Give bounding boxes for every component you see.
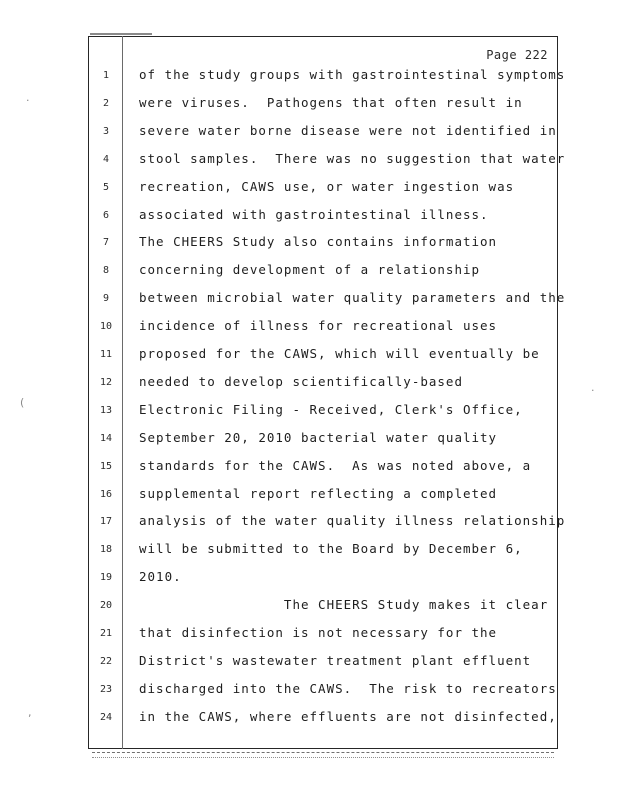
line-number: 11 <box>99 349 113 360</box>
scan-speck: ( <box>20 396 25 409</box>
transcript-line: incidence of illness for recreational uses <box>139 318 498 333</box>
transcript-line: will be submitted to the Board by December 6, <box>139 541 523 556</box>
transcript-line: Electronic Filing - Received, Clerk's Office, <box>139 402 523 417</box>
line-number: 5 <box>102 182 110 193</box>
transcript-line: were viruses. Pathogens that often result in <box>139 95 523 110</box>
transcript-line: needed to develop scientifically-based <box>139 374 463 389</box>
transcript-page-frame <box>88 36 558 749</box>
line-number: 17 <box>99 516 113 527</box>
transcript-line: discharged into the CAWS. The risk to recreators <box>139 681 557 696</box>
line-number: 13 <box>99 405 113 416</box>
line-number: 20 <box>99 600 113 611</box>
line-number: 4 <box>102 154 110 165</box>
transcript-line: associated with gastrointestinal illness. <box>139 207 489 222</box>
line-number: 3 <box>102 126 110 137</box>
page-number-header: Page 222 <box>486 48 548 62</box>
transcript-line: severe water borne disease were not identified in <box>139 123 557 138</box>
line-number: 2 <box>102 98 110 109</box>
line-number: 8 <box>102 265 110 276</box>
bottom-scan-noise <box>92 752 554 758</box>
scan-speck: , <box>28 706 32 719</box>
scan-speck: · <box>591 384 595 397</box>
transcript-line: 2010. <box>139 569 182 584</box>
line-number: 19 <box>99 572 113 583</box>
line-number: 10 <box>99 321 113 332</box>
scan-artifact <box>90 33 152 35</box>
scan-speck: · <box>26 94 30 107</box>
transcript-line: The CHEERS Study also contains information <box>139 234 498 249</box>
line-number: 24 <box>99 712 113 723</box>
line-number: 15 <box>99 461 113 472</box>
transcript-line: District's wastewater treatment plant effluent <box>139 653 532 668</box>
line-number: 23 <box>99 684 113 695</box>
transcript-line: concerning development of a relationship <box>139 262 481 277</box>
line-number: 7 <box>102 237 110 248</box>
transcript-line: in the CAWS, where effluents are not disinfected, <box>139 709 557 724</box>
transcript-line: proposed for the CAWS, which will eventually be <box>139 346 540 361</box>
line-number-rule <box>122 36 123 749</box>
transcript-line: between microbial water quality parameters and the <box>139 290 566 305</box>
line-number: 22 <box>99 656 113 667</box>
transcript-line: standards for the CAWS. As was noted above, a <box>139 458 532 473</box>
line-number: 14 <box>99 433 113 444</box>
transcript-line: of the study groups with gastrointestinal symptoms <box>139 67 566 82</box>
transcript-line: supplemental report reflecting a completed <box>139 486 498 501</box>
transcript-line: recreation, CAWS use, or water ingestion was <box>139 179 515 194</box>
line-number: 9 <box>102 293 110 304</box>
line-number: 12 <box>99 377 113 388</box>
line-number: 6 <box>102 210 110 221</box>
transcript-line: stool samples. There was no suggestion that water <box>139 151 566 166</box>
line-number: 18 <box>99 544 113 555</box>
line-number: 1 <box>102 70 110 81</box>
transcript-line: that disinfection is not necessary for the <box>139 625 498 640</box>
transcript-line: analysis of the water quality illness relationship <box>139 513 566 528</box>
line-number: 21 <box>99 628 113 639</box>
line-number: 16 <box>99 489 113 500</box>
transcript-line: September 20, 2010 bacterial water quality <box>139 430 498 445</box>
transcript-line: The CHEERS Study makes it clear <box>139 597 549 612</box>
